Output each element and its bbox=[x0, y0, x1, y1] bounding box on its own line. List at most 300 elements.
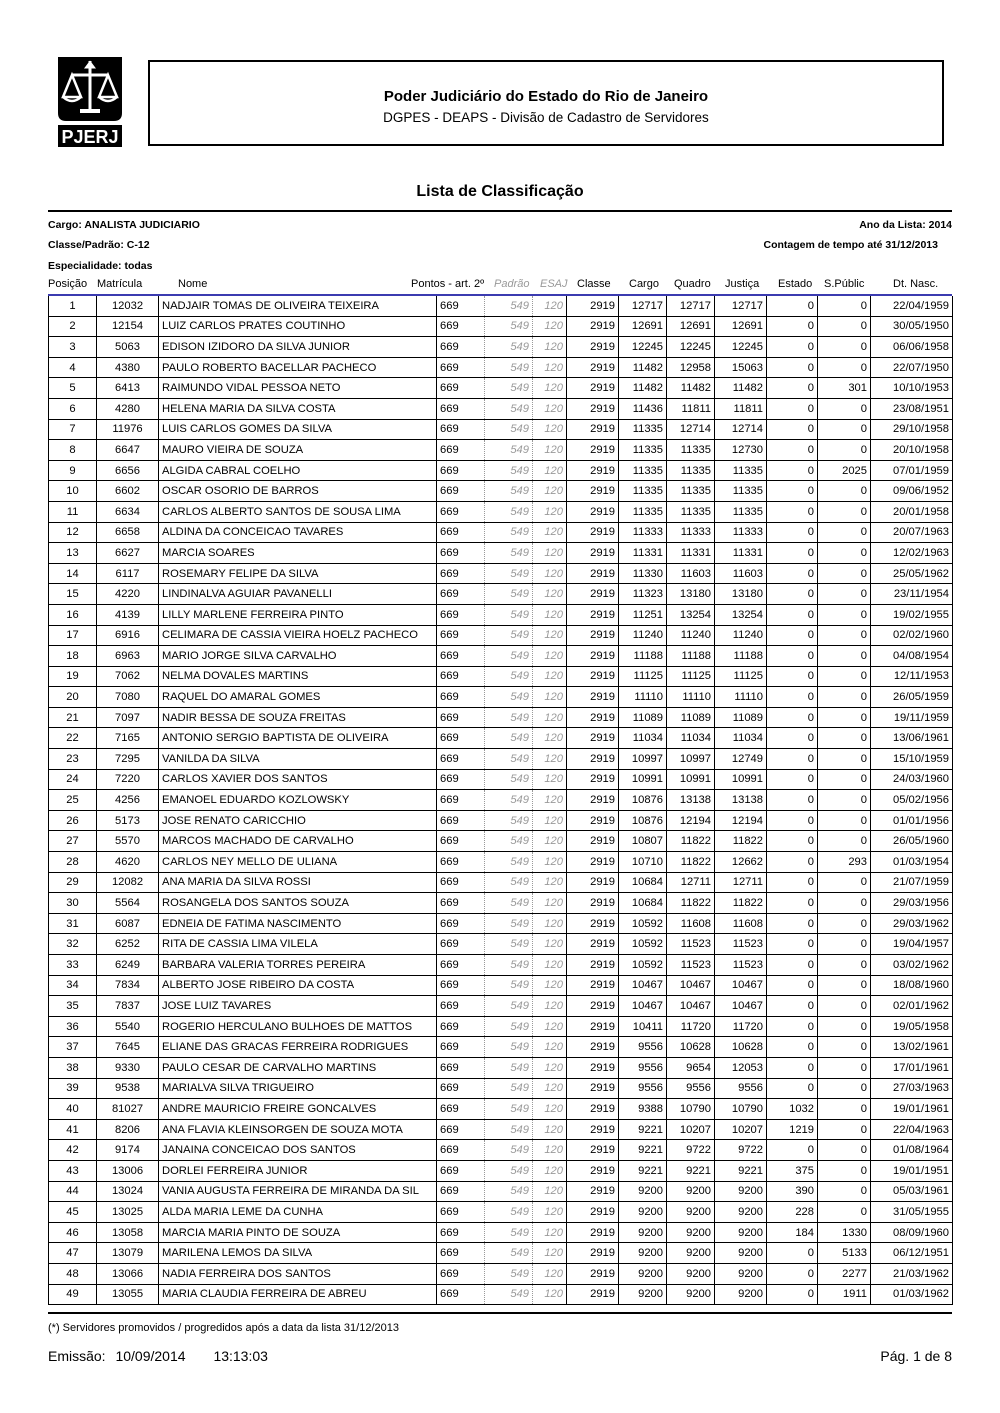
cell-nome: EDNEIA DE FATIMA NASCIMENTO bbox=[159, 913, 437, 934]
cell-justica: 9556 bbox=[715, 1078, 767, 1099]
cell-pontos: 669 bbox=[437, 1202, 485, 1223]
cell-dtnasc: 22/04/1959 bbox=[871, 296, 953, 316]
cell-cargo: 11034 bbox=[619, 728, 667, 749]
cell-justica: 11188 bbox=[715, 646, 767, 667]
cell-matricula: 12082 bbox=[97, 872, 159, 893]
cell-classe: 2919 bbox=[567, 666, 619, 687]
cell-esaj: 120 bbox=[533, 955, 567, 976]
cell-quadro: 12691 bbox=[667, 316, 715, 337]
cell-matricula: 11976 bbox=[97, 419, 159, 440]
cell-quadro: 11811 bbox=[667, 398, 715, 419]
cell-esaj: 120 bbox=[533, 790, 567, 811]
cell-cargo: 10991 bbox=[619, 769, 667, 790]
cell-pontos: 669 bbox=[437, 1243, 485, 1264]
cell-quadro: 10467 bbox=[667, 975, 715, 996]
cell-matricula: 6634 bbox=[97, 501, 159, 522]
table-row bbox=[49, 1057, 953, 1078]
cell-pontos: 669 bbox=[437, 604, 485, 625]
cell-pontos: 669 bbox=[437, 584, 485, 605]
cell-cargo: 11482 bbox=[619, 357, 667, 378]
cell-posicao: 32 bbox=[49, 934, 97, 955]
cell-posicao: 36 bbox=[49, 1016, 97, 1037]
cell-justica: 10207 bbox=[715, 1119, 767, 1140]
cell-esaj: 120 bbox=[533, 646, 567, 667]
pjerj-logo bbox=[50, 55, 130, 150]
cell-cargo: 9556 bbox=[619, 1057, 667, 1078]
cell-pontos: 669 bbox=[437, 728, 485, 749]
cell-spublic: 301 bbox=[818, 378, 871, 399]
cell-padrao: 549 bbox=[485, 460, 533, 481]
cell-matricula: 6627 bbox=[97, 543, 159, 564]
cell-nome: LUIS CARLOS GOMES DA SILVA bbox=[159, 419, 437, 440]
cell-nome: MARIA CLAUDIA FERREIRA DE ABREU bbox=[159, 1284, 437, 1305]
cell-cargo: 9200 bbox=[619, 1202, 667, 1223]
cell-nome: CELIMARA DE CASSIA VIEIRA HOELZ PACHECO bbox=[159, 625, 437, 646]
cell-justica: 11335 bbox=[715, 501, 767, 522]
cell-classe: 2919 bbox=[567, 419, 619, 440]
cell-nome: JANAINA CONCEICAO DOS SANTOS bbox=[159, 1140, 437, 1161]
cell-posicao: 18 bbox=[49, 646, 97, 667]
cell-padrao: 549 bbox=[485, 728, 533, 749]
cell-quadro: 11822 bbox=[667, 893, 715, 914]
col-posicao: Posição bbox=[48, 278, 88, 290]
cell-justica: 12053 bbox=[715, 1057, 767, 1078]
cell-cargo: 11335 bbox=[619, 419, 667, 440]
cell-padrao: 549 bbox=[485, 893, 533, 914]
cell-cargo: 9388 bbox=[619, 1099, 667, 1120]
cell-cargo: 11436 bbox=[619, 398, 667, 419]
cell-classe: 2919 bbox=[567, 1016, 619, 1037]
table-row bbox=[49, 316, 953, 337]
header-subtitle: DGPES - DEAPS - Divisão de Cadastro de Servidores bbox=[383, 110, 709, 125]
cell-dtnasc: 29/10/1958 bbox=[871, 419, 953, 440]
cell-dtnasc: 03/02/1962 bbox=[871, 955, 953, 976]
cell-quadro: 11333 bbox=[667, 522, 715, 543]
cell-quadro: 10207 bbox=[667, 1119, 715, 1140]
cell-nome: VANIA AUGUSTA FERREIRA DE MIRANDA DA SIL bbox=[159, 1181, 437, 1202]
cell-esaj: 120 bbox=[533, 852, 567, 873]
cell-esaj: 120 bbox=[533, 604, 567, 625]
cell-esaj: 120 bbox=[533, 1016, 567, 1037]
cell-matricula: 7220 bbox=[97, 769, 159, 790]
cell-padrao: 549 bbox=[485, 584, 533, 605]
cell-quadro: 11608 bbox=[667, 913, 715, 934]
cell-estado: 0 bbox=[767, 996, 818, 1017]
cell-spublic: 0 bbox=[818, 1099, 871, 1120]
cell-dtnasc: 01/08/1964 bbox=[871, 1140, 953, 1161]
cell-posicao: 14 bbox=[49, 563, 97, 584]
cell-estado: 0 bbox=[767, 296, 818, 316]
cell-padrao: 549 bbox=[485, 625, 533, 646]
cell-esaj: 120 bbox=[533, 296, 567, 316]
cell-pontos: 669 bbox=[437, 790, 485, 811]
cell-estado: 0 bbox=[767, 1284, 818, 1305]
cell-nome: LILLY MARLENE FERREIRA PINTO bbox=[159, 604, 437, 625]
cell-pontos: 669 bbox=[437, 955, 485, 976]
cell-nome: EDISON IZIDORO DA SILVA JUNIOR bbox=[159, 337, 437, 358]
cell-spublic: 0 bbox=[818, 707, 871, 728]
cell-spublic: 0 bbox=[818, 687, 871, 708]
header-title: Poder Judiciário do Estado do Rio de Janeiro bbox=[383, 88, 709, 105]
cell-justica: 13138 bbox=[715, 790, 767, 811]
cell-posicao: 15 bbox=[49, 584, 97, 605]
cell-posicao: 28 bbox=[49, 852, 97, 873]
cell-posicao: 6 bbox=[49, 398, 97, 419]
col-nome: Nome bbox=[178, 278, 208, 290]
cell-dtnasc: 26/05/1959 bbox=[871, 687, 953, 708]
table-row bbox=[49, 604, 953, 625]
cell-posicao: 25 bbox=[49, 790, 97, 811]
cell-cargo: 9556 bbox=[619, 1078, 667, 1099]
cell-matricula: 5570 bbox=[97, 831, 159, 852]
cell-spublic: 0 bbox=[818, 728, 871, 749]
cell-posicao: 41 bbox=[49, 1119, 97, 1140]
cell-spublic: 0 bbox=[818, 357, 871, 378]
cell-padrao: 549 bbox=[485, 749, 533, 770]
cell-estado: 0 bbox=[767, 728, 818, 749]
cell-cargo: 9221 bbox=[619, 1160, 667, 1181]
cell-quadro: 11240 bbox=[667, 625, 715, 646]
cell-estado: 0 bbox=[767, 316, 818, 337]
cell-padrao: 549 bbox=[485, 646, 533, 667]
cell-estado: 0 bbox=[767, 934, 818, 955]
cell-nome: ANDRE MAURICIO FREIRE GONCALVES bbox=[159, 1099, 437, 1120]
cell-estado: 0 bbox=[767, 543, 818, 564]
cell-quadro: 12714 bbox=[667, 419, 715, 440]
table-row bbox=[49, 687, 953, 708]
cell-padrao: 549 bbox=[485, 440, 533, 461]
cell-padrao: 549 bbox=[485, 1037, 533, 1058]
cell-justica: 11523 bbox=[715, 955, 767, 976]
table-row bbox=[49, 378, 953, 399]
cell-padrao: 549 bbox=[485, 1160, 533, 1181]
table-row bbox=[49, 1202, 953, 1223]
cell-cargo: 9200 bbox=[619, 1284, 667, 1305]
cell-nome: PAULO ROBERTO BACELLAR PACHECO bbox=[159, 357, 437, 378]
cell-estado: 0 bbox=[767, 852, 818, 873]
divider bbox=[48, 1312, 952, 1314]
cell-spublic: 0 bbox=[818, 440, 871, 461]
cell-esaj: 120 bbox=[533, 481, 567, 502]
cell-classe: 2919 bbox=[567, 584, 619, 605]
cell-pontos: 669 bbox=[437, 419, 485, 440]
cell-estado: 0 bbox=[767, 646, 818, 667]
table-row bbox=[49, 460, 953, 481]
cell-estado: 0 bbox=[767, 1140, 818, 1161]
cell-esaj: 120 bbox=[533, 872, 567, 893]
cell-padrao: 549 bbox=[485, 1181, 533, 1202]
cell-esaj: 120 bbox=[533, 1160, 567, 1181]
cell-pontos: 669 bbox=[437, 893, 485, 914]
cell-padrao: 549 bbox=[485, 481, 533, 502]
cell-cargo: 9221 bbox=[619, 1119, 667, 1140]
cell-spublic: 0 bbox=[818, 563, 871, 584]
cell-estado: 0 bbox=[767, 604, 818, 625]
cell-matricula: 6658 bbox=[97, 522, 159, 543]
cell-matricula: 4220 bbox=[97, 584, 159, 605]
cell-pontos: 669 bbox=[437, 1263, 485, 1284]
cell-pontos: 669 bbox=[437, 831, 485, 852]
cell-posicao: 22 bbox=[49, 728, 97, 749]
cell-justica: 11822 bbox=[715, 831, 767, 852]
cell-classe: 2919 bbox=[567, 522, 619, 543]
cell-pontos: 669 bbox=[437, 1078, 485, 1099]
cell-pontos: 669 bbox=[437, 1099, 485, 1120]
cell-esaj: 120 bbox=[533, 1202, 567, 1223]
cell-quadro: 11523 bbox=[667, 934, 715, 955]
table-row bbox=[49, 337, 953, 358]
cell-pontos: 669 bbox=[437, 501, 485, 522]
cell-quadro: 11335 bbox=[667, 460, 715, 481]
cell-estado: 0 bbox=[767, 666, 818, 687]
cell-posicao: 30 bbox=[49, 893, 97, 914]
cell-justica: 10467 bbox=[715, 996, 767, 1017]
cell-matricula: 5173 bbox=[97, 810, 159, 831]
cell-matricula: 13055 bbox=[97, 1284, 159, 1305]
cell-pontos: 669 bbox=[437, 975, 485, 996]
table-row bbox=[49, 522, 953, 543]
cell-justica: 12730 bbox=[715, 440, 767, 461]
cell-estado: 0 bbox=[767, 1263, 818, 1284]
cell-matricula: 7080 bbox=[97, 687, 159, 708]
cell-matricula: 81027 bbox=[97, 1099, 159, 1120]
col-pontos: Pontos - art. 2º bbox=[411, 278, 485, 290]
cell-cargo: 10592 bbox=[619, 934, 667, 955]
cell-cargo: 11333 bbox=[619, 522, 667, 543]
cell-posicao: 10 bbox=[49, 481, 97, 502]
cell-justica: 12691 bbox=[715, 316, 767, 337]
cell-pontos: 669 bbox=[437, 1140, 485, 1161]
cell-estado: 0 bbox=[767, 975, 818, 996]
cell-posicao: 40 bbox=[49, 1099, 97, 1120]
cell-pontos: 669 bbox=[437, 1181, 485, 1202]
cell-padrao: 549 bbox=[485, 872, 533, 893]
cell-classe: 2919 bbox=[567, 1099, 619, 1120]
cell-padrao: 549 bbox=[485, 1016, 533, 1037]
cell-esaj: 120 bbox=[533, 337, 567, 358]
cell-justica: 12749 bbox=[715, 749, 767, 770]
cell-posicao: 49 bbox=[49, 1284, 97, 1305]
cell-estado: 0 bbox=[767, 769, 818, 790]
cell-dtnasc: 19/01/1951 bbox=[871, 1160, 953, 1181]
cell-quadro: 11331 bbox=[667, 543, 715, 564]
cell-padrao: 549 bbox=[485, 1057, 533, 1078]
cell-quadro: 11110 bbox=[667, 687, 715, 708]
cell-classe: 2919 bbox=[567, 769, 619, 790]
cell-classe: 2919 bbox=[567, 1140, 619, 1161]
cell-spublic: 0 bbox=[818, 1016, 871, 1037]
cell-estado: 0 bbox=[767, 440, 818, 461]
cell-classe: 2919 bbox=[567, 646, 619, 667]
col-dtnasc: Dt. Nasc. bbox=[893, 278, 939, 290]
cell-cargo: 10876 bbox=[619, 790, 667, 811]
cell-nome: LINDINALVA AGUIAR PAVANELLI bbox=[159, 584, 437, 605]
cell-spublic: 0 bbox=[818, 584, 871, 605]
cell-padrao: 549 bbox=[485, 316, 533, 337]
cell-estado: 0 bbox=[767, 1037, 818, 1058]
cell-matricula: 5564 bbox=[97, 893, 159, 914]
cell-spublic: 0 bbox=[818, 1037, 871, 1058]
cell-esaj: 120 bbox=[533, 893, 567, 914]
cell-esaj: 120 bbox=[533, 501, 567, 522]
cell-dtnasc: 08/09/1960 bbox=[871, 1222, 953, 1243]
cell-quadro: 11523 bbox=[667, 955, 715, 976]
cell-cargo: 11323 bbox=[619, 584, 667, 605]
cell-pontos: 669 bbox=[437, 481, 485, 502]
cell-pontos: 669 bbox=[437, 337, 485, 358]
cell-estado: 0 bbox=[767, 460, 818, 481]
cell-pontos: 669 bbox=[437, 316, 485, 337]
cell-justica: 9200 bbox=[715, 1181, 767, 1202]
cell-matricula: 7097 bbox=[97, 707, 159, 728]
table-row bbox=[49, 831, 953, 852]
table-row bbox=[49, 419, 953, 440]
cell-spublic: 293 bbox=[818, 852, 871, 873]
cell-spublic: 0 bbox=[818, 604, 871, 625]
cell-padrao: 549 bbox=[485, 1140, 533, 1161]
cell-matricula: 7165 bbox=[97, 728, 159, 749]
cell-classe: 2919 bbox=[567, 337, 619, 358]
cell-posicao: 42 bbox=[49, 1140, 97, 1161]
cell-pontos: 669 bbox=[437, 1222, 485, 1243]
cell-classe: 2919 bbox=[567, 831, 619, 852]
cell-pontos: 669 bbox=[437, 460, 485, 481]
cell-nome: ANTONIO SERGIO BAPTISTA DE OLIVEIRA bbox=[159, 728, 437, 749]
cell-dtnasc: 19/02/1955 bbox=[871, 604, 953, 625]
table-row bbox=[49, 769, 953, 790]
cell-spublic: 0 bbox=[818, 749, 871, 770]
meta-ano: Ano da Lista: 2014 bbox=[859, 219, 952, 231]
cell-quadro: 11188 bbox=[667, 646, 715, 667]
table-row bbox=[49, 893, 953, 914]
cell-cargo: 10807 bbox=[619, 831, 667, 852]
cell-quadro: 9200 bbox=[667, 1284, 715, 1305]
cell-quadro: 9200 bbox=[667, 1243, 715, 1264]
cell-estado: 0 bbox=[767, 522, 818, 543]
cell-spublic: 0 bbox=[818, 646, 871, 667]
cell-cargo: 10411 bbox=[619, 1016, 667, 1037]
cell-pontos: 669 bbox=[437, 1160, 485, 1181]
cell-dtnasc: 06/12/1951 bbox=[871, 1243, 953, 1264]
cell-spublic: 0 bbox=[818, 913, 871, 934]
cell-pontos: 669 bbox=[437, 357, 485, 378]
cell-justica: 11603 bbox=[715, 563, 767, 584]
table-row bbox=[49, 1078, 953, 1099]
classification-table bbox=[48, 296, 953, 1305]
cell-matricula: 4620 bbox=[97, 852, 159, 873]
cell-esaj: 120 bbox=[533, 522, 567, 543]
table-row bbox=[49, 563, 953, 584]
cell-pontos: 669 bbox=[437, 810, 485, 831]
cell-pontos: 669 bbox=[437, 625, 485, 646]
table-row bbox=[49, 646, 953, 667]
cell-pontos: 669 bbox=[437, 1016, 485, 1037]
cell-matricula: 7834 bbox=[97, 975, 159, 996]
cell-quadro: 12717 bbox=[667, 296, 715, 316]
cell-spublic: 0 bbox=[818, 810, 871, 831]
table-row bbox=[49, 728, 953, 749]
cell-pontos: 669 bbox=[437, 934, 485, 955]
cell-classe: 2919 bbox=[567, 1243, 619, 1264]
cell-dtnasc: 29/03/1956 bbox=[871, 893, 953, 914]
cell-cargo: 11335 bbox=[619, 481, 667, 502]
col-matricula: Matrícula bbox=[97, 278, 143, 290]
cell-posicao: 3 bbox=[49, 337, 97, 358]
cell-cargo: 9200 bbox=[619, 1222, 667, 1243]
cell-nome: MARCOS MACHADO DE CARVALHO bbox=[159, 831, 437, 852]
cell-quadro: 9200 bbox=[667, 1263, 715, 1284]
cell-classe: 2919 bbox=[567, 1181, 619, 1202]
cell-cargo: 11188 bbox=[619, 646, 667, 667]
cell-justica: 11125 bbox=[715, 666, 767, 687]
cell-dtnasc: 30/05/1950 bbox=[871, 316, 953, 337]
cell-posicao: 39 bbox=[49, 1078, 97, 1099]
cell-spublic: 0 bbox=[818, 790, 871, 811]
col-padrao: Padrão bbox=[494, 278, 530, 290]
cell-estado: 0 bbox=[767, 955, 818, 976]
cell-classe: 2919 bbox=[567, 1263, 619, 1284]
cell-matricula: 12032 bbox=[97, 296, 159, 316]
cell-quadro: 9200 bbox=[667, 1222, 715, 1243]
cell-esaj: 120 bbox=[533, 625, 567, 646]
cell-classe: 2919 bbox=[567, 543, 619, 564]
meta-cargo: Cargo: ANALISTA JUDICIARIO bbox=[48, 219, 200, 231]
cell-pontos: 669 bbox=[437, 1057, 485, 1078]
cell-estado: 0 bbox=[767, 707, 818, 728]
cell-spublic: 0 bbox=[818, 481, 871, 502]
table-row bbox=[49, 1119, 953, 1140]
cell-cargo: 11089 bbox=[619, 707, 667, 728]
cell-quadro: 13254 bbox=[667, 604, 715, 625]
cell-classe: 2919 bbox=[567, 913, 619, 934]
table-row bbox=[49, 1222, 953, 1243]
cell-dtnasc: 13/02/1961 bbox=[871, 1037, 953, 1058]
cell-spublic: 0 bbox=[818, 337, 871, 358]
cell-spublic: 0 bbox=[818, 1181, 871, 1202]
divider bbox=[48, 210, 952, 212]
cell-classe: 2919 bbox=[567, 810, 619, 831]
cell-posicao: 31 bbox=[49, 913, 97, 934]
cell-quadro: 11335 bbox=[667, 501, 715, 522]
cell-dtnasc: 05/03/1961 bbox=[871, 1181, 953, 1202]
cell-estado: 390 bbox=[767, 1181, 818, 1202]
cell-classe: 2919 bbox=[567, 398, 619, 419]
cell-nome: ANA MARIA DA SILVA ROSSI bbox=[159, 872, 437, 893]
cell-padrao: 549 bbox=[485, 543, 533, 564]
cell-spublic: 5133 bbox=[818, 1243, 871, 1264]
cell-padrao: 549 bbox=[485, 1243, 533, 1264]
cell-classe: 2919 bbox=[567, 1119, 619, 1140]
cell-dtnasc: 01/03/1954 bbox=[871, 852, 953, 873]
cell-posicao: 48 bbox=[49, 1263, 97, 1284]
cell-esaj: 120 bbox=[533, 1078, 567, 1099]
cell-spublic: 0 bbox=[818, 893, 871, 914]
cell-dtnasc: 21/07/1959 bbox=[871, 872, 953, 893]
cell-quadro: 10991 bbox=[667, 769, 715, 790]
table-row bbox=[49, 481, 953, 502]
cell-dtnasc: 24/03/1960 bbox=[871, 769, 953, 790]
cell-spublic: 0 bbox=[818, 1202, 871, 1223]
cell-nome: ROSANGELA DOS SANTOS SOUZA bbox=[159, 893, 437, 914]
cell-quadro: 9654 bbox=[667, 1057, 715, 1078]
cell-posicao: 43 bbox=[49, 1160, 97, 1181]
cell-quadro: 12194 bbox=[667, 810, 715, 831]
cell-classe: 2919 bbox=[567, 728, 619, 749]
cell-pontos: 669 bbox=[437, 1284, 485, 1305]
cell-pontos: 669 bbox=[437, 687, 485, 708]
cell-padrao: 549 bbox=[485, 1202, 533, 1223]
cell-quadro: 9200 bbox=[667, 1181, 715, 1202]
